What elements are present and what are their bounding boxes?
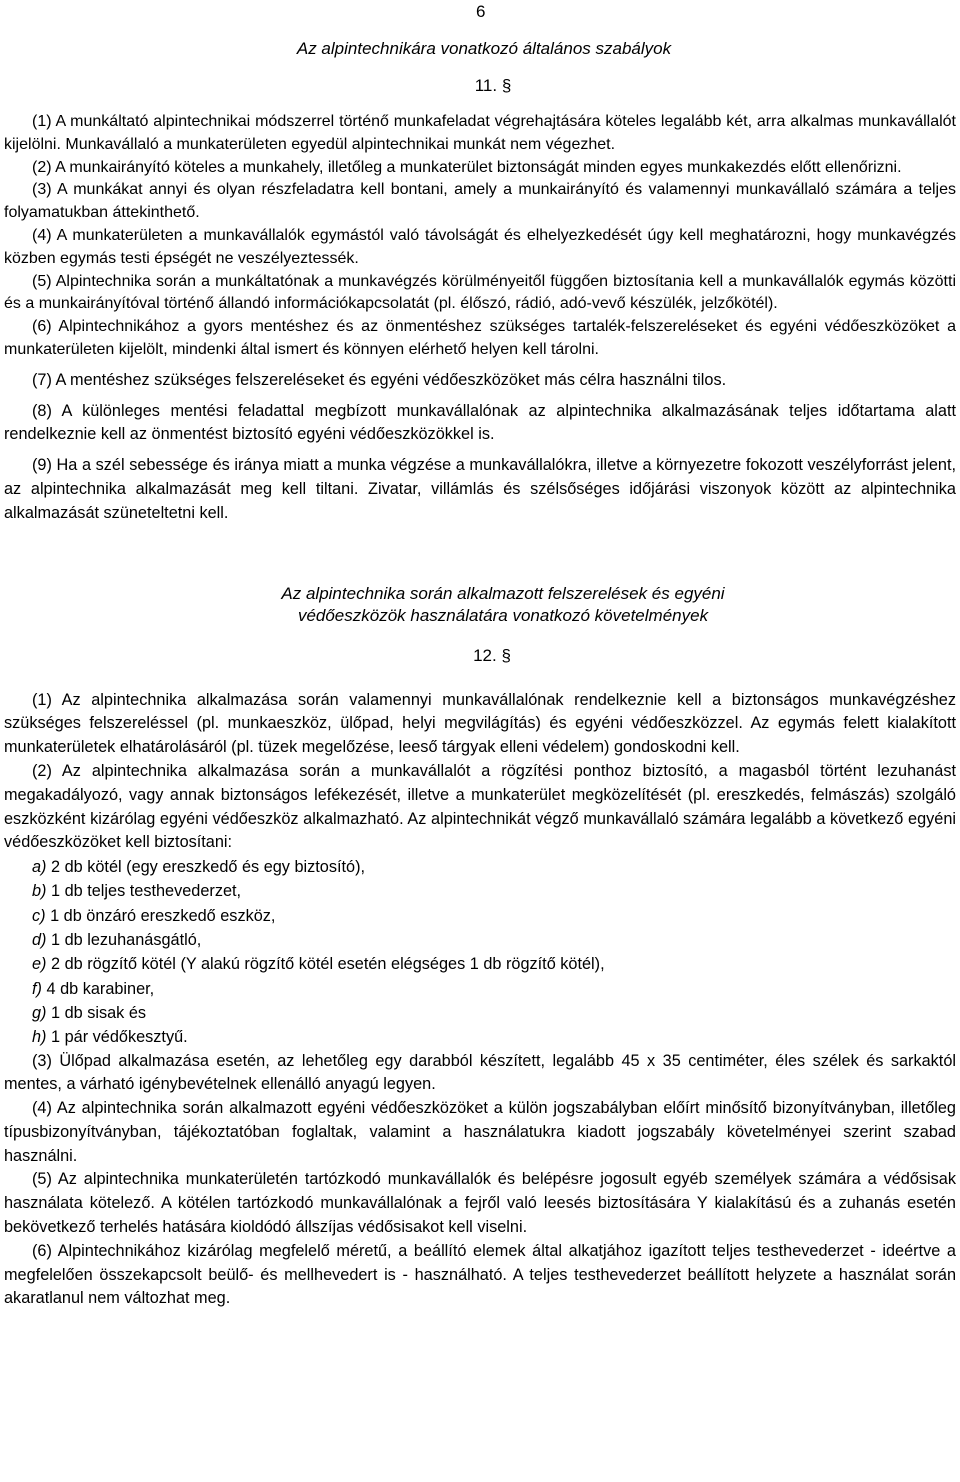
paragraph: (4) Az alpintechnika során alkalmazott egyéni védőeszközöket a külön jogszabályban előírt minősítő bizonyítványban, illetőleg típusbizonyítványban, tájékoztatóban foglaltak, valamint a használatukra kiadott jogszabály követelményei szerint szabad használni. <box>4 1099 956 1165</box>
section-title <box>4 583 956 627</box>
list-item <box>4 977 956 1001</box>
spacer <box>4 362 956 369</box>
paragraph: (6) Alpintechnikához a gyors mentéshez és az önmentéshez szükséges tartalék-felszereléseket és egyéni védőeszközöket a munkaterületen kijelölt, mindenki által ismert és könnyen elérhető helyen kell tárolni. <box>4 318 956 358</box>
list-item-label: g) <box>32 1003 47 1022</box>
paragraph: (6) Alpintechnikához kizárólag megfelelő méretű, a beállító elemek által alkatjához igazított teljes testhevederzet - ideértve a megfelelően összekapcsolt beülő- és mellhevedert is - használható. A teljes testhevederzet beállított helyzete a használat során akaratlanul nem változhat meg. <box>4 1241 956 1308</box>
section-title: Az alpintechnikára vonatkozó általános szabályok <box>296 39 672 58</box>
paragraph: (1) Az alpintechnika alkalmazása során valamennyi munkavállalónak rendelkeznie kell a biztonságos munkavégzéshez szükséges felszereléssel (pl. munkaeszköz, ülőpad, helyi megvilágítás) és egyéni védőeszközzel. Az egymás felett kialakított munkaterületek elhatárolásáról (pl. tüzek megelőzése, leeső tárgyak elleni védelem) gondoskodni kell. <box>4 690 956 757</box>
equipment-list <box>4 855 956 1049</box>
paragraph: (4) A munkaterületen a munkavállalók egymástól való távolságát és elhelyezkedését úgy kell meghatározni, hogy munkavégzés közben egymás testi épségét ne veszélyeztessék. <box>4 226 956 267</box>
paragraph: (5) Az alpintechnika munkaterületén tartózkodó munkavállalók és belépésre jogosult egyéb személyek számára a védősisak használata kötelező. A kötélen tartózkodó munkavállalónak a fejről való leesés biztosítására Y kialakítású és a zuhanás esetén bekövetkező terhelés hatására kioldódó állszíjas védősisakot kell viselni. <box>4 1170 956 1237</box>
section-title-line: Az alpintechnika során alkalmazott felszerelések és egyéni <box>281 583 725 603</box>
list-item-label: a) <box>32 858 47 877</box>
list-item <box>4 1001 956 1025</box>
paragraph: (5) Alpintechnika során a munkáltatónak a munkavégzés körülményeitől függően biztosítania kell a munkavállalók egymás közötti és a munkairányítóval történő állandó információkapcsolatát (pl. élőszó, rádió, adó-vevő készülék, jelzőkötél). <box>4 272 956 313</box>
paragraph: (2) A munkairányító köteles a munkahely, illetőleg a munkaterület biztonságát minden egyes munkakezdés előtt ellenőrizni. <box>32 158 902 176</box>
paragraph: (3) Ülőpad alkalmazása esetén, az lehetőleg egy darabból készített, legalább 45 x 35 centiméter, éles szélek és sarkaktól mentes, a várható igénybevételnek ellenálló anyagú legyen. <box>4 1051 956 1094</box>
page-number: 6 <box>476 2 486 21</box>
list-item <box>4 904 956 928</box>
list-item-label: f) <box>32 979 42 998</box>
list-item-label: b) <box>32 882 47 901</box>
paragraph: (2) Az alpintechnika alkalmazása során a munkavállalót a rögzítési ponthoz biztosító, a magasból történt lezuhanást megakadályozó, vagy annak biztonságos lefékezését, illetve a munkaterület megközelítését (pl. ereszkedés, felmászás) szolgáló eszközként kizárólag egyéni védőeszköz alkalmazható. Az alpintechnikát végző munkavállaló számára legalább a következő egyéni védőeszközöket kell biztosítani: <box>4 761 956 852</box>
list-item <box>4 879 956 903</box>
list-item <box>4 952 956 976</box>
section-title-line: védőeszközök használatára vonatkozó követelmények <box>297 605 709 625</box>
paragraph: (8) A különleges mentési feladattal megbízott munkavállalónak az alpintechnika alkalmazásának teljes időtartama alatt rendelkeznie kell az önmentést biztosító egyéni védőeszközökkel is. <box>4 401 956 444</box>
list-item-label: d) <box>32 931 47 950</box>
list-item <box>4 855 956 879</box>
paragraph: (3) A munkákat annyi és olyan részfeladatra kell bontani, amely a munkairányító és valamennyi munkavállaló számára a teljes folyamatukban áttekinthető. <box>4 181 956 222</box>
list-item-text: 4 db karabiner, <box>46 979 155 998</box>
section-number: 11. § <box>474 76 512 95</box>
list-item-text: 2 db kötél (egy ereszkedő és egy biztosító), <box>51 858 366 877</box>
section-body <box>4 111 956 526</box>
list-item-text: 2 db rögzítő kötél (Y alakú rögzítő kötél esetén elégséges 1 db rögzítő kötél), <box>51 955 605 974</box>
list-item-text: 1 db lezuhanásgátló, <box>51 931 202 950</box>
paragraph: (1) A munkáltató alpintechnikai módszerrel történő munkafeladat végrehajtására köteles legalább két, arra alkalmas munkavállalót kijelölni. Munkavállaló a munkaterületen egyedül alpintechnikai munkát nem végezhet. <box>4 113 956 153</box>
paragraph: (7) A mentéshez szükséges felszereléseket és egyéni védőeszközöket más célra használni tilos. <box>32 370 727 389</box>
section-body <box>4 689 956 1312</box>
list-item-label: h) <box>32 1028 47 1047</box>
list-item-label: c) <box>32 906 46 925</box>
list-item <box>4 928 956 952</box>
spacer <box>4 447 956 454</box>
list-item-text: 1 db teljes testhevederzet, <box>51 882 242 901</box>
list-item-label: e) <box>32 955 47 974</box>
paragraph: (9) Ha a szél sebessége és iránya miatt a munka végzése a munkavállalókra, illetve a környezetre fokozott veszélyforrást jelent, az alpintechnika alkalmazását meg kell tiltani. Zivatar, villámlás és szélsőséges időjárási viszonyok között az alpintechnika alkalmazását szüneteltetni kell. <box>4 456 956 522</box>
list-item-text: 1 db önzáró ereszkedő eszköz, <box>50 906 276 925</box>
document-page <box>4 0 956 1311</box>
section-number: 12. § <box>473 645 511 665</box>
list-item <box>4 1025 956 1049</box>
list-item-text: 1 db sisak és <box>51 1003 147 1022</box>
list-item-text: 1 pár védőkesztyű. <box>51 1028 188 1047</box>
spacer <box>4 393 956 400</box>
